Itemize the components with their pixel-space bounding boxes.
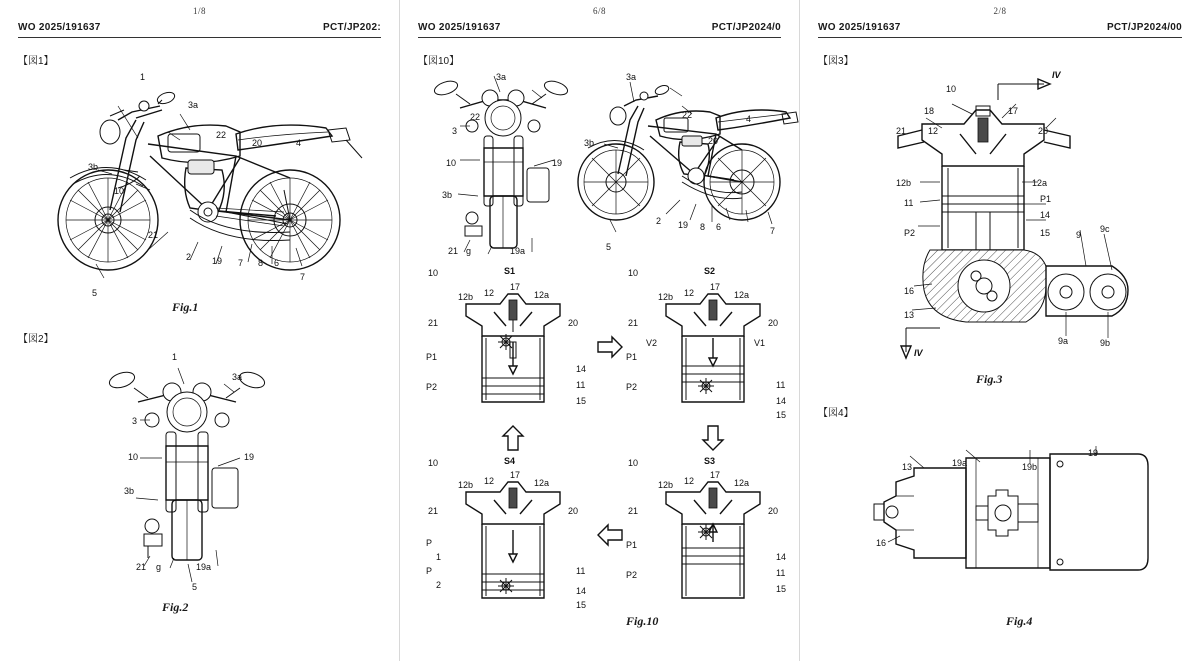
- callout-10f-3a: 3a: [496, 72, 507, 82]
- callout-s1-11: 11: [576, 380, 586, 390]
- callout-s4-20: 20: [568, 506, 579, 516]
- callout-3-15: 15: [1040, 228, 1051, 238]
- callout-10s-4: 4: [746, 114, 752, 124]
- callout-4-16: 16: [876, 538, 887, 548]
- callout-s2-11: 11: [776, 380, 786, 390]
- callout-4-19: 19: [1088, 448, 1099, 458]
- callout-s4-12a: 12a: [534, 478, 550, 488]
- cycle-arrow-right-top: [596, 336, 624, 358]
- stroke-label-s1: S1: [504, 266, 516, 276]
- callout-10s-8: 8: [700, 222, 706, 232]
- callout-s2-15: 15: [776, 410, 787, 420]
- callout-3-p1: 11: [904, 198, 914, 208]
- callout-s4-p-b: P: [426, 566, 433, 576]
- header-left-3: WO 2025/191637: [818, 22, 901, 33]
- cycle-arrow-up: [502, 424, 524, 452]
- callout-s4-1: 1: [436, 552, 442, 562]
- header-right-3: PCT/JP2024/00: [1106, 22, 1182, 33]
- callout-3-9a: 9a: [1058, 336, 1069, 346]
- callout-s1-15: 15: [576, 396, 587, 406]
- cycle-arrow-right-bottom: [596, 524, 624, 546]
- callout-s3-12a: 12a: [734, 478, 750, 488]
- callout-s4-10: 10: [428, 458, 439, 468]
- combustion-burst-s3: [696, 524, 716, 540]
- callout-3-9c: 9c: [1100, 224, 1110, 234]
- callout-s2-v2: V2: [646, 338, 658, 348]
- header-rule-1: [18, 37, 381, 38]
- callout-10s-2: 2: [656, 216, 662, 226]
- callout-s2-12: 12: [684, 288, 695, 298]
- callout-s1-12b: 12b: [458, 292, 474, 302]
- header-left-2: WO 2025/191637: [418, 22, 501, 33]
- callout-4-19a: 19a: [952, 458, 968, 468]
- callout-2-3: 3: [132, 416, 138, 426]
- callout-3-9b: 9b: [1100, 338, 1111, 348]
- callout-3-12a: 12a: [1032, 178, 1048, 188]
- combustion-burst-s1: [496, 334, 516, 350]
- callout-2-3a: 3a: [232, 372, 243, 382]
- callout-10f-21: 21: [448, 246, 459, 256]
- sheet-3: [800, 0, 1200, 661]
- figure-1-drawing: [40, 60, 370, 290]
- callout-1-2: 2: [186, 252, 192, 262]
- header-left-1: WO 2025/191637: [18, 22, 101, 33]
- callout-1-6: 6: [274, 258, 280, 268]
- callout-s4-14: 14: [576, 586, 587, 596]
- callout-s2-p1: P1: [626, 352, 638, 362]
- callout-1-21: 21: [148, 230, 159, 240]
- callout-2-10: 10: [128, 452, 139, 462]
- callout-10s-19: 19: [678, 220, 689, 230]
- callout-s3-20: 20: [768, 506, 779, 516]
- callout-10s-7: 7: [770, 226, 776, 236]
- stroke-label-s4: S4: [504, 456, 516, 466]
- callout-4-13: 13: [902, 462, 913, 472]
- figure-caption-4: Fig.4: [1006, 614, 1033, 628]
- callout-3-9: 9: [1076, 230, 1082, 240]
- callout-10f-19: 19: [552, 158, 563, 168]
- callout-s1-12: 12: [484, 288, 495, 298]
- callout-3-17: 17: [1008, 106, 1019, 116]
- callout-s1-p1: P1: [426, 352, 438, 362]
- callout-2-19: 19: [244, 452, 255, 462]
- callout-1-19: 19: [212, 256, 223, 266]
- combustion-burst-s2: [696, 378, 716, 394]
- callout-s2-17: 17: [710, 282, 721, 292]
- callout-1-22: 22: [216, 130, 227, 140]
- callout-3-18: 18: [924, 106, 935, 116]
- callout-s3-10: 10: [628, 458, 639, 468]
- callout-2-1: 1: [172, 352, 178, 362]
- callout-s4-11: 11: [576, 566, 586, 576]
- figure-4-drawing: [870, 438, 1160, 608]
- figure-caption-1: Fig.1: [172, 300, 199, 314]
- callout-s1-17: 17: [510, 282, 521, 292]
- callout-s4-17: 17: [510, 470, 521, 480]
- header-rule-3: [818, 37, 1182, 38]
- callout-s4-12b: 12b: [458, 480, 474, 490]
- callout-s3-12: 12: [684, 476, 695, 486]
- callout-s3-14: 14: [776, 552, 787, 562]
- figure-caption-2: Fig.2: [162, 600, 189, 614]
- page-number-1: 1/8: [192, 6, 206, 16]
- callout-1-7a: 7: [238, 258, 244, 268]
- callout-s2-p2: P2: [626, 382, 638, 392]
- callout-3-21: 21: [896, 126, 907, 136]
- figure-tag-4: 【図4】: [818, 408, 854, 419]
- callout-10s-3a: 3a: [626, 72, 637, 82]
- figure-10-front-bike: [428, 62, 588, 242]
- callout-s4-21: 21: [428, 506, 439, 516]
- callout-s3-12b: 12b: [658, 480, 674, 490]
- callout-s3-11: 11: [776, 568, 786, 578]
- callout-1-3b: 3b: [88, 162, 99, 172]
- callout-2-5: 5: [192, 582, 198, 592]
- callout-s3-15: 15: [776, 584, 787, 594]
- callout-10f-22: 22: [470, 112, 481, 122]
- callout-s1-20: 20: [568, 318, 579, 328]
- callout-s1-10: 10: [428, 268, 439, 278]
- cycle-arrow-down: [702, 424, 724, 452]
- callout-1-3a: 3a: [188, 100, 199, 110]
- callout-3-16: 16: [904, 286, 915, 296]
- callout-3-11: P1: [1040, 194, 1052, 204]
- callout-1-10: 10: [114, 186, 125, 196]
- callout-s2-12b: 12b: [658, 292, 674, 302]
- cylinder-diagram-s3: [648, 470, 778, 610]
- callout-s1-21: 21: [428, 318, 439, 328]
- callout-s4-12: 12: [484, 476, 495, 486]
- callout-1-4: 4: [296, 138, 302, 148]
- callout-10s-3b: 3b: [584, 138, 595, 148]
- stroke-label-s3: S3: [704, 456, 716, 466]
- page-header-1: [0, 22, 399, 33]
- callout-10s-6: 6: [716, 222, 722, 232]
- callout-2-3b: 3b: [124, 486, 135, 496]
- callout-s4-2: 2: [436, 580, 442, 590]
- callout-10f-3: 3: [452, 126, 458, 136]
- figure-tag-10: 【図10】: [418, 56, 460, 67]
- callout-s2-12a: 12a: [734, 290, 750, 300]
- callout-2-21: 21: [136, 562, 147, 572]
- callout-s1-14: 14: [576, 364, 587, 374]
- callout-1-7b: 7: [300, 272, 306, 282]
- callout-s1-p2: P2: [426, 382, 438, 392]
- figure-tag-3: 【図3】: [818, 56, 854, 67]
- figure-tag-2: 【図2】: [18, 334, 54, 345]
- callout-s4-p-a: P: [426, 538, 433, 548]
- callout-3-13: 13: [904, 310, 915, 320]
- callout-3-p2: P2: [904, 228, 916, 238]
- callout-1-20: 20: [252, 138, 263, 148]
- callout-10f-g: g: [466, 246, 472, 256]
- page-header-3: [800, 22, 1200, 33]
- callout-s3-p1: P1: [626, 540, 638, 550]
- callout-1-5: 5: [92, 288, 98, 298]
- header-rule-2: [418, 37, 781, 38]
- callout-s3-21: 21: [628, 506, 639, 516]
- callout-2-g: g: [156, 562, 162, 572]
- callout-4-19b: 19b: [1022, 462, 1038, 472]
- callout-s2-10: 10: [628, 268, 639, 278]
- figure-tag-1: 【図1】: [18, 56, 54, 67]
- sheet-1: [0, 0, 400, 661]
- callout-s2-14: 14: [776, 396, 787, 406]
- callout-s1-12a: 12a: [534, 290, 550, 300]
- sheet-2: [400, 0, 800, 661]
- callout-10s-22: 22: [682, 110, 693, 120]
- callout-s4-15: 15: [576, 600, 587, 610]
- callout-3-iv-top: IV: [1052, 70, 1061, 80]
- callout-10f-10: 10: [446, 158, 457, 168]
- callout-1-1: 1: [140, 72, 146, 82]
- callout-10s-5: 5: [606, 242, 612, 252]
- stroke-label-s2: S2: [704, 266, 716, 276]
- page-number-2: 6/8: [592, 6, 606, 16]
- combustion-burst-s4: [496, 578, 516, 594]
- callout-s2-20: 20: [768, 318, 779, 328]
- callout-3-12b: 12b: [896, 178, 912, 188]
- callout-3-iv-bottom: IV: [914, 348, 923, 358]
- callout-1-8: 8: [258, 258, 264, 268]
- header-right-2: PCT/JP2024/0: [711, 22, 781, 33]
- callout-3-14: 14: [1040, 210, 1051, 220]
- header-right-1: PCT/JP202:: [322, 22, 381, 33]
- page-number-3: 2/8: [993, 6, 1007, 16]
- callout-2-19a: 19a: [196, 562, 212, 572]
- callout-s3-17: 17: [710, 470, 721, 480]
- callout-3-10: 10: [946, 84, 957, 94]
- page-header-2: [400, 22, 799, 33]
- figure-caption-10: Fig.10: [626, 614, 659, 628]
- figure-10-side-bike: [570, 62, 786, 242]
- callout-3-12: 12: [928, 126, 939, 136]
- callout-10f-3b: 3b: [442, 190, 453, 200]
- callout-10s-20: 20: [708, 136, 719, 146]
- callout-s2-v1: V1: [754, 338, 766, 348]
- callout-s3-p2: P2: [626, 570, 638, 580]
- figure-caption-3: Fig.3: [976, 372, 1003, 386]
- callout-10f-19a: 19a: [510, 246, 526, 256]
- callout-s2-21: 21: [628, 318, 639, 328]
- callout-3-20: 20: [1038, 126, 1049, 136]
